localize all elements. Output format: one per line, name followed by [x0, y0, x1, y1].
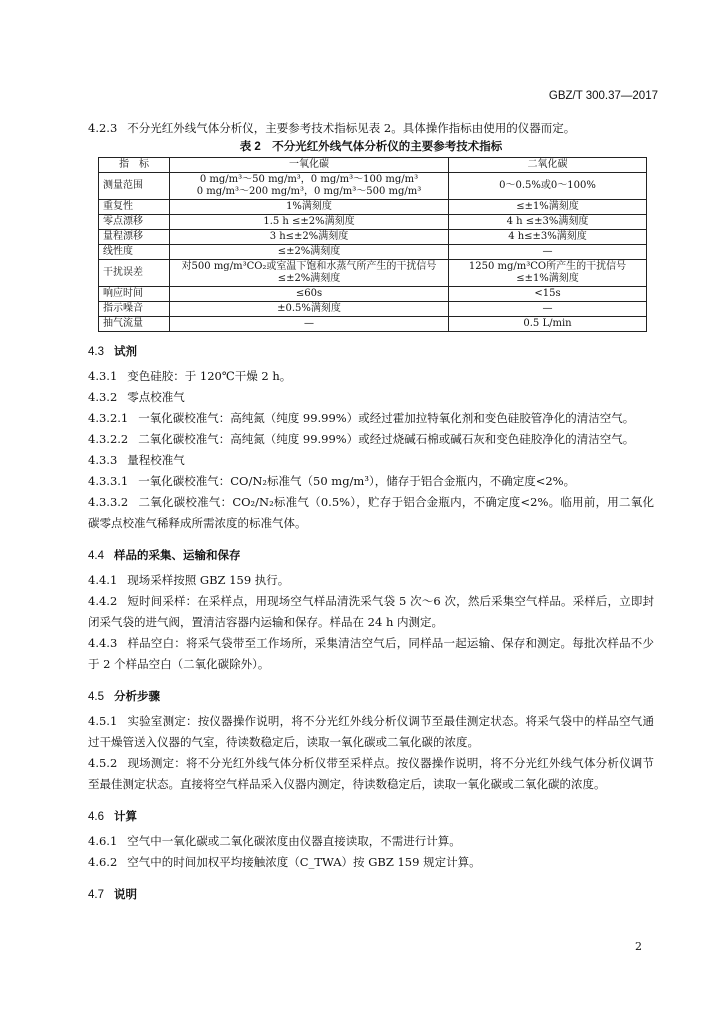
co-value: — [170, 317, 449, 332]
clause-text: 一氧化碳校准气：CO/N₂标准气（50 mg/m³），储存于铝合金瓶内，不确定度<2%。 [138, 474, 576, 488]
co-value: 1.5 h ≤±2%满刻度 [170, 215, 449, 230]
clause-text: 空气中一氧化碳或二氧化碳浓度由仪器直接读取，不需进行计算。 [127, 834, 461, 848]
co-value: 0 mg/m³～50 mg/m³，0 mg/m³～100 mg/m³ 0 mg/m³～200 mg/m³，0 mg/m³～500 mg/m³ [170, 173, 449, 200]
paragraph [88, 633, 654, 675]
table-row [99, 230, 647, 245]
table-row [99, 173, 647, 200]
clause-text: 二氧化碳校准气：CO₂/N₂标准气（0.5%），贮存于铝合金瓶内，不确定度<2%。临用前，用二氧化碳零点校准气稀释成所需浓度的标准气体。 [88, 495, 654, 530]
spec-table [98, 157, 647, 332]
table-caption: 表 2 不分光红外线气体分析仪的主要参考技术指标 [239, 141, 503, 153]
table-row [99, 215, 647, 230]
clause-number: 4.5.1 [88, 714, 118, 728]
clause-number: 4.3.2 [88, 390, 118, 404]
clause-number: 4.4 [88, 550, 104, 562]
sections [88, 342, 654, 905]
co-value: 3 h≤±2%满刻度 [170, 230, 449, 245]
paragraph-4-2-3 [88, 118, 654, 139]
clause-number: 4.3.3.1 [88, 474, 129, 488]
section-heading [88, 885, 654, 905]
row-label: 干扰误差 [99, 260, 170, 287]
clause-text: 二氧化碳校准气：高纯氮（纯度 99.99%）或经过烧碱石棉或碱石灰和变色硅胶净化的清洁空气。 [138, 432, 635, 446]
paragraph [88, 387, 654, 408]
clause-number: 4.3.2.2 [88, 432, 129, 446]
page-number: 2 [635, 940, 642, 953]
paragraph [88, 852, 654, 873]
clause-text: 短时间采样：在采样点，用现场空气样品清洗采气袋 5 次～6 次，然后采集空气样品。采样后，立即封闭采气袋的进气阀，置清洁容器内运输和保存。样品在 24 h 内测定。 [88, 594, 654, 629]
clause-number: 4.4.3 [88, 636, 118, 650]
co-value: ≤±2%满刻度 [170, 245, 449, 260]
section-heading [88, 546, 654, 566]
clause-text: 空气中的时间加权平均接触浓度（C_TWA）按 GBZ 159 规定计算。 [127, 855, 481, 869]
clause-text: 说明 [114, 889, 137, 901]
clause-number: 4.3.3.2 [88, 495, 129, 509]
clause-text: 计算 [114, 811, 137, 823]
co2-value: 0～0.5%或0～100% [449, 173, 647, 200]
table-row [99, 245, 647, 260]
clause-text: 现场测定：将不分光红外线气体分析仪带至采样点。按仪器操作说明，将不分光红外线气体分析仪调节至最佳测定状态。直接将空气样品采入仪器内测定，待读数稳定后，读取一氧化碳或二氧化碳的浓度。 [88, 756, 654, 791]
row-label: 测量范围 [99, 173, 170, 200]
paragraph [88, 429, 654, 450]
co2-value: 4 h≤±3%满刻度 [449, 230, 647, 245]
clause-number: 4.2.3 [88, 121, 118, 135]
clause-number: 4.3.3 [88, 453, 118, 467]
co-value: ≤60s [170, 287, 449, 302]
paragraph [88, 591, 654, 633]
paragraph [88, 366, 654, 387]
paragraph [88, 471, 654, 492]
table-row [99, 260, 647, 287]
table-row [99, 200, 647, 215]
paragraph [88, 831, 654, 852]
row-label: 零点漂移 [99, 215, 170, 230]
header-co2: 二氧化碳 [449, 158, 647, 173]
section-heading [88, 342, 654, 362]
row-label: 指示噪音 [99, 302, 170, 317]
document-body [88, 118, 654, 909]
clause-number: 4.5.2 [88, 756, 118, 770]
co2-value: ≤±1%满刻度 [449, 200, 647, 215]
paragraph [88, 753, 654, 795]
section-heading [88, 807, 654, 827]
clause-number: 4.3 [88, 346, 104, 358]
clause-text: 样品的采集、运输和保存 [114, 550, 241, 562]
clause-number: 4.4.1 [88, 573, 118, 587]
clause-text: 现场采样按照 GBZ 159 执行。 [127, 573, 290, 587]
clause-number: 4.7 [88, 889, 104, 901]
co2-value: 0.5 L/min [449, 317, 647, 332]
co2-value: — [449, 245, 647, 260]
clause-number: 4.4.2 [88, 594, 118, 608]
table-row [99, 302, 647, 317]
co2-value: — [449, 302, 647, 317]
clause-text: 不分光红外线气体分析仪，主要参考技术指标见表 2。具体操作指标由使用的仪器而定。 [127, 121, 576, 135]
row-label: 量程漂移 [99, 230, 170, 245]
clause-text: 样品空白：将采气袋带至工作场所，采集清洁空气后，同样品一起运输、保存和测定。每批次样品不少于 2 个样品空白（二氧化碳除外）。 [88, 636, 654, 671]
paragraph [88, 408, 654, 429]
clause-text: 实验室测定：按仪器操作说明，将不分光红外线分析仪调节至最佳测定状态。将采气袋中的样品空气通过干燥管送入仪器的气室，待读数稳定后，读取一氧化碳或二氧化碳的浓度。 [88, 714, 654, 749]
header-co: 一氧化碳 [170, 158, 449, 173]
row-label: 响应时间 [99, 287, 170, 302]
section-heading [88, 687, 654, 707]
row-label: 重复性 [99, 200, 170, 215]
clause-text: 零点校准气 [127, 390, 185, 404]
clause-number: 4.3.1 [88, 369, 118, 383]
co2-value: <15s [449, 287, 647, 302]
co-value: ±0.5%满刻度 [170, 302, 449, 317]
paragraph [88, 711, 654, 753]
table-row [99, 317, 647, 332]
clause-number: 4.3.2.1 [88, 411, 129, 425]
clause-text: 一氧化碳校准气：高纯氮（纯度 99.99%）或经过霍加拉特氧化剂和变色硅胶管净化的清洁空气。 [138, 411, 635, 425]
table-row [99, 287, 647, 302]
clause-text: 量程校准气 [127, 453, 185, 467]
clause-number: 4.5 [88, 691, 104, 703]
table-header-row [99, 158, 647, 173]
co2-value: 1250 mg/m³CO所产生的干扰信号≤±1%满刻度 [449, 260, 647, 287]
paragraph [88, 570, 654, 591]
table-body [99, 173, 647, 332]
clause-number: 4.6.1 [88, 834, 118, 848]
co2-value: 4 h ≤±3%满刻度 [449, 215, 647, 230]
paragraph [88, 492, 654, 534]
clause-text: 变色硅胶：于 120℃干燥 2 h。 [127, 369, 292, 383]
co-value: 1%满刻度 [170, 200, 449, 215]
row-label: 抽气流量 [99, 317, 170, 332]
standard-code: GBZ/T 300.37—2017 [548, 90, 658, 102]
clause-text: 分析步骤 [114, 691, 160, 703]
paragraph [88, 450, 654, 471]
clause-text: 试剂 [114, 346, 137, 358]
clause-number: 4.6.2 [88, 855, 118, 869]
row-label: 线性度 [99, 245, 170, 260]
clause-number: 4.6 [88, 811, 104, 823]
header-indicator: 指 标 [99, 158, 170, 173]
co-value: 对500 mg/m³CO₂或室温下饱和水蒸气所产生的干扰信号≤±2%满刻度 [170, 260, 449, 287]
